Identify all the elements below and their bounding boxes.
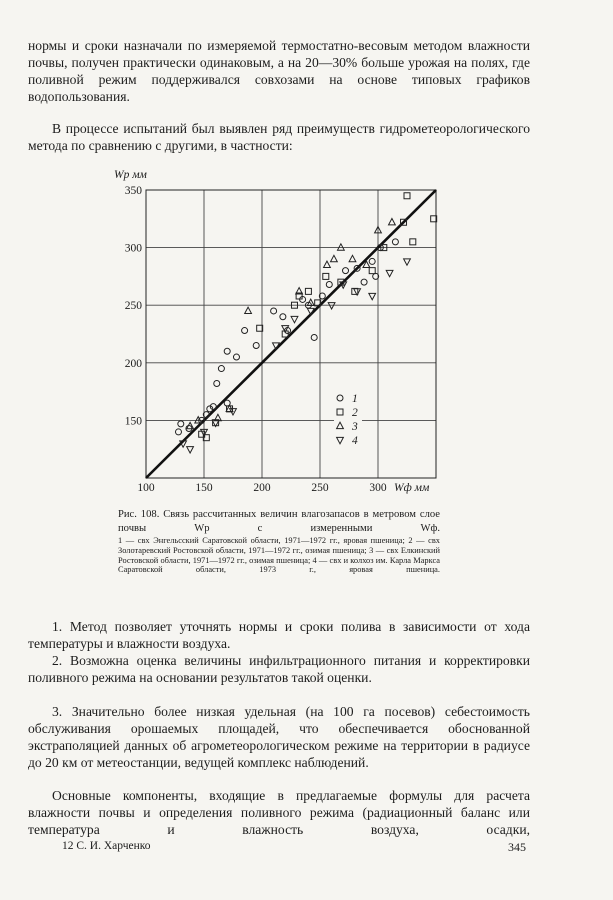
data-point-series-1 [178, 421, 184, 427]
legend-label-2: 2 [352, 407, 358, 419]
data-point-series-1 [280, 314, 286, 320]
scatter-chart [108, 160, 438, 500]
page-number: 345 [508, 840, 526, 854]
data-point-series-1 [253, 343, 259, 349]
data-point-series-1 [343, 268, 349, 274]
list-item-1: 1. Метод позволяет уточнять нормы и сроки полива в зависимости от хода температуры и влажности воздуха. [28, 619, 530, 651]
data-point-series-1 [271, 308, 277, 314]
data-point-series-2 [305, 288, 311, 294]
legend-label-3: 3 [352, 421, 358, 433]
data-point-series-2 [404, 193, 410, 199]
legend-bg [334, 392, 362, 404]
legend-bg [334, 406, 362, 418]
y-tick-label: 150 [124, 415, 142, 428]
y-tick-label: 300 [124, 242, 142, 255]
data-point-series-1 [224, 348, 230, 354]
data-point-series-2 [323, 273, 329, 279]
figure-caption: Рис. 108. Связь рассчитанных величин влагозапасов в метровом слое почвы Wр с измеренными Wф. [118, 509, 440, 534]
footer-signature: 12 С. И. Харченко [62, 840, 151, 852]
x-tick-label: 200 [253, 482, 271, 494]
top-paragraph: нормы и сроки назначали по измеряемой термостатно-весовым методом влажности почвы, получен практически одинаковым, а на 20—30% больше урожая на полях, где поливной режим поддерживался совхозами на основе типовых графиков водопользования. [28, 38, 530, 104]
data-point-series-2 [369, 268, 375, 274]
closing-paragraph: Основные компоненты, входящие в предлагаемые формулы для расчета влажности почвы и определения поливного режима (радиационный баланс или температура и влажность воздуха, осадки, [28, 788, 530, 837]
list-item-2: 2. Возможна оценка величины инфильтрационного питания и корректировки поливного режима на основании результатов такой оценки. [28, 653, 530, 685]
intro-paragraph: В процессе испытаний был выявлен ряд преимуществ гидрометеорологического метода по сравнению с другими, в частности: [28, 121, 530, 153]
data-point-series-3 [349, 255, 356, 261]
figure-legend: 1 — свх Энгельсский Саратовской области, 1971—1972 гг., яровая пшеница; 2 — свх Золотаревский Ростовской области, 1971—1972 гг., озимая пшеница; 3 — свх Елкинский Ростовской области, 1971—1972 гг., озимая пшеница; 4 — свх и колхоз им. Карла Маркса Саратовской области, 1973 г., яровая пшеница. [118, 536, 440, 575]
data-point-series-1 [214, 381, 220, 387]
x-axis-label: Wф мм [394, 482, 430, 494]
data-point-series-1 [242, 328, 248, 334]
y-tick-label: 250 [124, 300, 142, 313]
data-point-series-1 [361, 279, 367, 285]
x-tick-label: 300 [369, 482, 387, 494]
legend-label-4: 4 [352, 435, 358, 447]
data-point-series-1 [311, 334, 317, 340]
x-tick-label: 250 [311, 482, 329, 494]
data-point-series-1 [175, 429, 181, 435]
one-to-one-line [146, 190, 436, 478]
data-point-series-4 [187, 447, 194, 453]
data-point-series-4 [328, 303, 335, 309]
data-points [175, 193, 436, 453]
legend-label-1: 1 [352, 393, 358, 405]
tick-labels [125, 185, 387, 494]
data-point-series-3 [331, 255, 338, 261]
x-tick-label: 150 [195, 482, 213, 494]
y-tick-label: 350 [124, 185, 142, 197]
data-point-series-3 [389, 218, 396, 224]
data-point-series-1 [326, 281, 332, 287]
data-point-series-3 [324, 261, 331, 267]
data-point-series-4 [291, 316, 298, 322]
data-point-series-4 [369, 293, 376, 299]
axis-origin-label: 100 [137, 482, 155, 494]
y-tick-label: 200 [124, 357, 142, 370]
data-point-series-3 [245, 307, 252, 313]
list-item-3: 3. Значительно более низкая удельная (на 100 га посевов) себестоимость обслуживания орошаемых площадей, что обеспечивается обоснованной экстраполяцией данных об агрометеорологическом режиме на территории в радиусе до 20 км от метеостанции, ведущей комплекс наблюдений. [28, 704, 530, 770]
y-axis-label: Wр мм [114, 169, 147, 181]
data-point-series-2 [410, 239, 416, 245]
data-point-series-1 [218, 366, 224, 372]
chart-legend [334, 392, 362, 447]
data-point-series-1 [392, 239, 398, 245]
data-point-series-3 [337, 244, 344, 250]
data-point-series-4 [404, 259, 411, 265]
data-point-series-4 [386, 270, 393, 276]
data-point-series-1 [369, 258, 375, 264]
data-point-series-1 [233, 354, 239, 360]
